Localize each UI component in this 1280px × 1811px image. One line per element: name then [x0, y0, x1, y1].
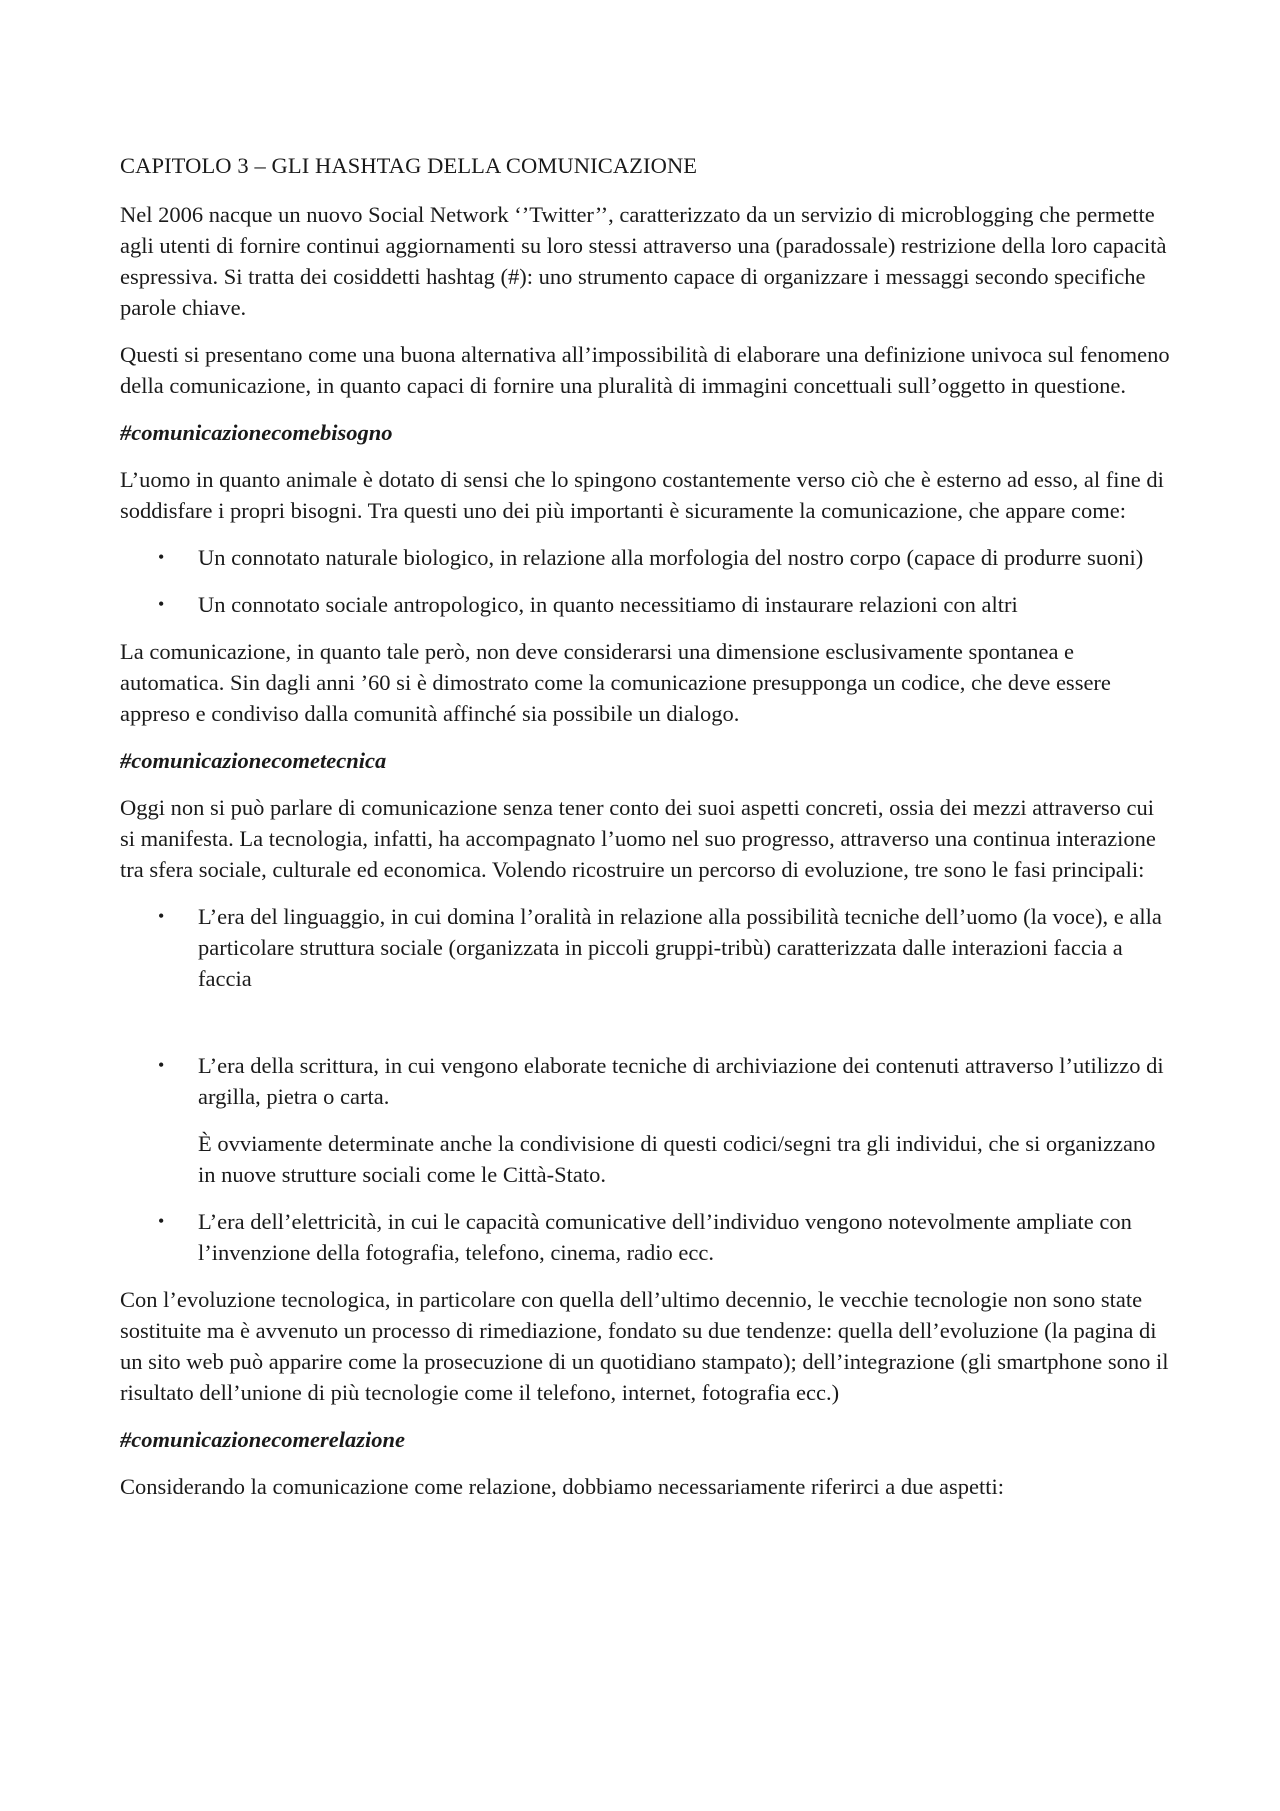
bullet-icon: •	[158, 547, 165, 567]
list-item	[120, 1206, 1170, 1268]
intro-paragraph-1: Nel 2006 nacque un nuovo Social Network ‘’Twitter’’, caratterizzato da un servizio di microblogging che permette agli utenti di fornire continui aggiornamenti su loro stessi attraverso una (paradossale) restrizione della loro capacità espressiva. Si tratta dei cosiddetti hashtag (#): uno strumento capace di organizzare i messaggi secondo specifiche parole chiave.	[120, 202, 1167, 320]
list-item-text: L’era dell’elettricità, in cui le capacità comunicative dell’individuo vengono notevolmente ampliate con l’invenzione della fotografia, telefono, cinema, radio ecc.	[198, 1209, 1132, 1265]
bullet-icon: •	[158, 906, 165, 926]
bullet-icon: •	[158, 1211, 165, 1231]
list-item-text: Un connotato naturale biologico, in relazione alla morfologia del nostro corpo (capace di produrre suoni)	[198, 545, 1144, 570]
list-item	[120, 542, 1170, 573]
bullet-icon: •	[158, 594, 165, 614]
section-heading-tecnica: #comunicazionecometecnica	[120, 748, 387, 773]
section3-paragraph-1: Considerando la comunicazione come relazione, dobbiamo necessariamente riferirci a due aspetti:	[120, 1474, 1005, 1499]
section2-bullet-list	[120, 901, 1170, 1268]
bullet-icon: •	[158, 1055, 165, 1075]
section1-paragraph-1: L’uomo in quanto animale è dotato di sensi che lo spingono costantemente verso ciò che è esterno ad esso, al fine di soddisfare i propri bisogni. Tra questi uno dei più importanti è sicuramente la comunicazione, che appare come:	[120, 467, 1164, 523]
list-item	[120, 1050, 1170, 1190]
list-item-text: L’era della scrittura, in cui vengono elaborate tecniche di archiviazione dei contenuti attraverso l’utilizzo di argilla, pietra o carta.	[198, 1053, 1164, 1109]
list-item-text: L’era del linguaggio, in cui domina l’oralità in relazione alla possibilità tecniche dell’uomo (la voce), e alla particolare struttura sociale (organizzata in piccoli gruppi-tribù) caratterizzata dalle interazioni faccia a faccia	[198, 904, 1162, 991]
section2-paragraph-2: Con l’evoluzione tecnologica, in particolare con quella dell’ultimo decennio, le vecchie tecnologie non sono state sostituite ma è avvenuto un processo di rimediazione, fondato su due tendenze: quella dell’evoluzione (la pagina di un sito web può apparire come la prosecuzione di un quotidiano stampato); dell’integrazione (gli smartphone sono il risultato dell’unione di più tecnologie come il telefono, internet, fotografia ecc.)	[120, 1287, 1169, 1405]
list-item-continuation: È ovviamente determinate anche la condivisione di questi codici/segni tra gli individui, che si organizzano in nuove strutture sociali come le Città-Stato.	[198, 1131, 1156, 1187]
section1-paragraph-2: La comunicazione, in quanto tale però, non deve considerarsi una dimensione esclusivamente spontanea e automatica. Sin dagli anni ’60 si è dimostrato come la comunicazione presupponga un codice, che deve essere appreso e condiviso dalla comunità affinché sia possibile un dialogo.	[120, 639, 1111, 726]
section1-bullet-list	[120, 542, 1170, 620]
list-item	[120, 589, 1170, 620]
list-item	[120, 901, 1170, 994]
section-heading-relazione: #comunicazionecomerelazione	[120, 1427, 405, 1452]
document-page	[120, 150, 1170, 1518]
section2-paragraph-1: Oggi non si può parlare di comunicazione senza tener conto dei suoi aspetti concreti, ossia dei mezzi attraverso cui si manifesta. La tecnologia, infatti, ha accompagnato l’uomo nel suo progresso, attraverso una continua interazione tra sfera sociale, culturale ed economica. Volendo ricostruire un percorso di evoluzione, tre sono le fasi principali:	[120, 795, 1156, 882]
intro-paragraph-2: Questi si presentano come una buona alternativa all’impossibilità di elaborare una definizione univoca sul fenomeno della comunicazione, in quanto capaci di fornire una pluralità di immagini concettuali sull’oggetto in questione.	[120, 342, 1170, 398]
chapter-title: CAPITOLO 3 – GLI HASHTAG DELLA COMUNICAZIONE	[120, 153, 698, 178]
list-item-text: Un connotato sociale antropologico, in quanto necessitiamo di instaurare relazioni con altri	[198, 592, 1018, 617]
section-heading-bisogno: #comunicazionecomebisogno	[120, 420, 393, 445]
